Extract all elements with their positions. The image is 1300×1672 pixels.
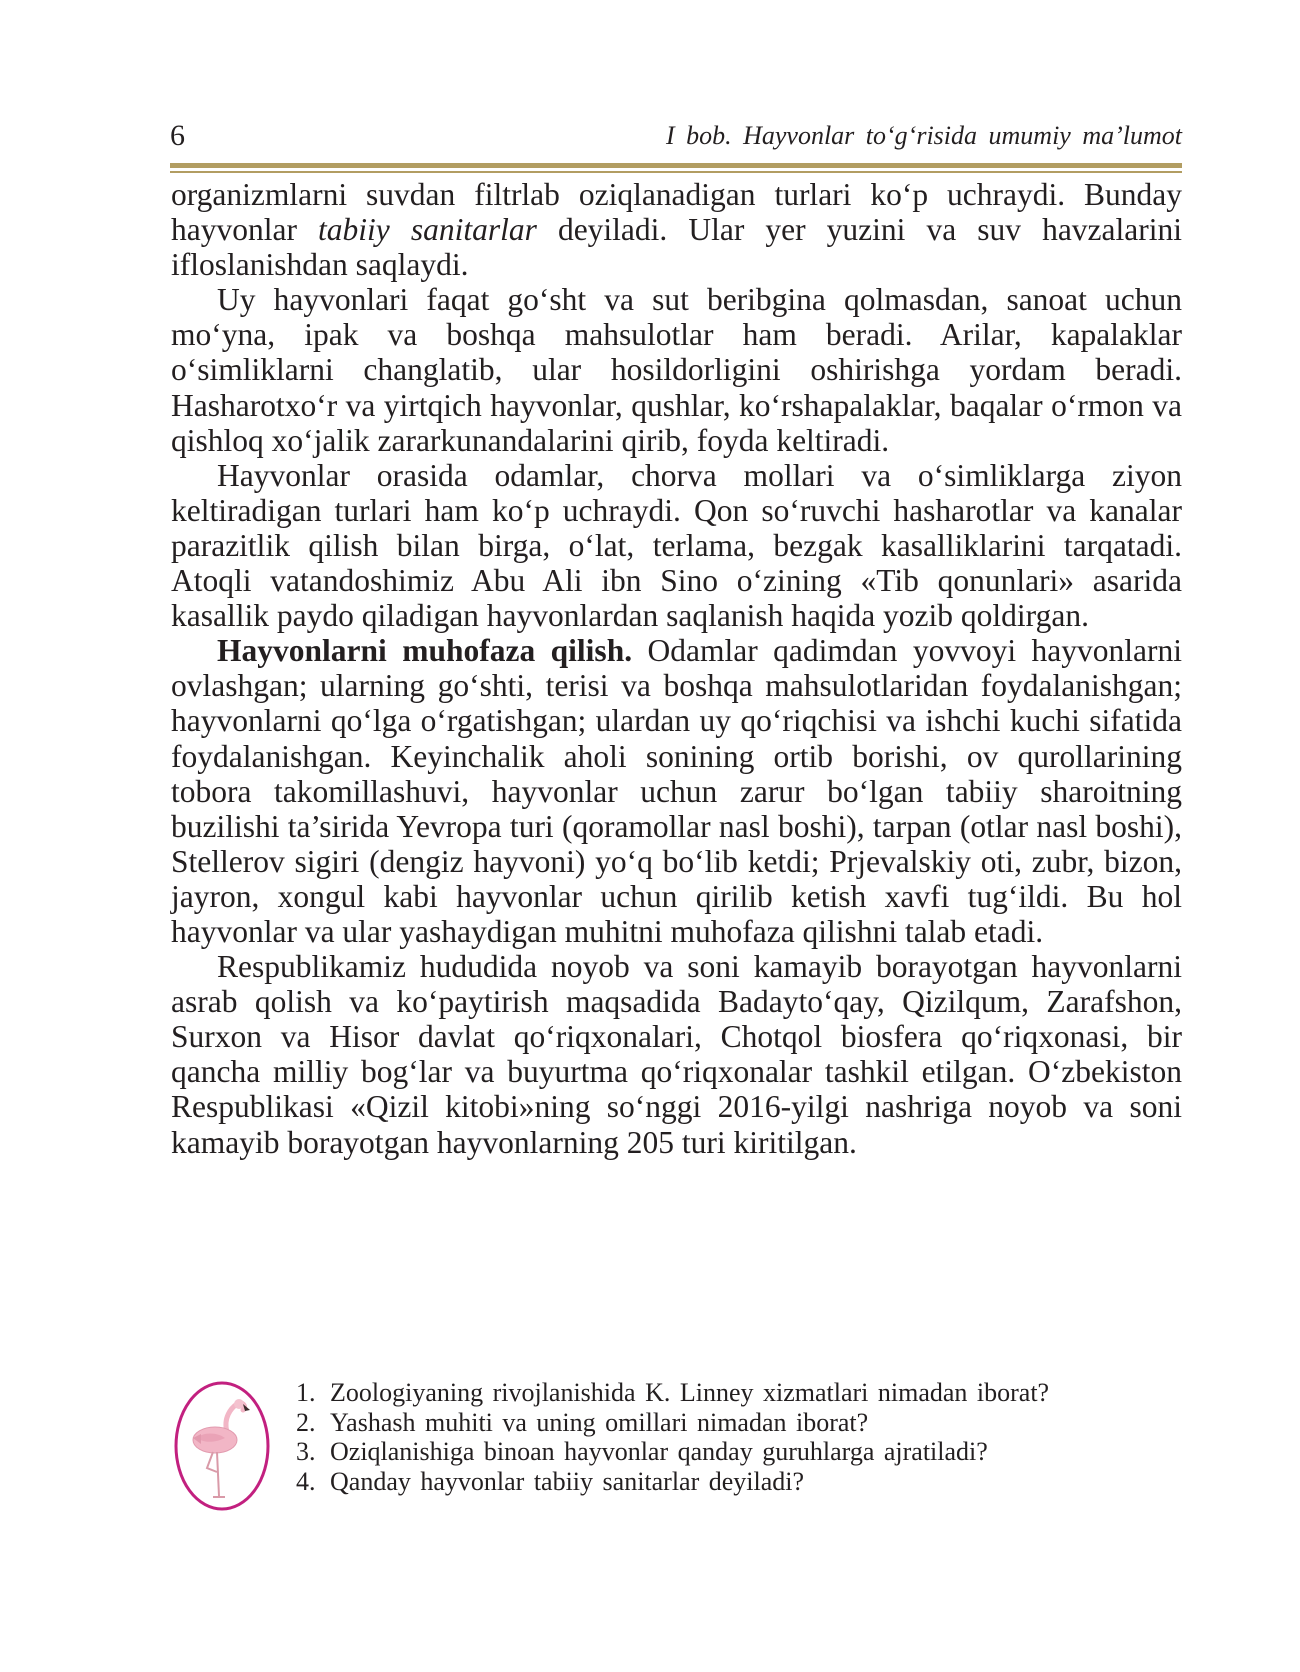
body-text <box>171 177 1182 1160</box>
paragraph-2: Uy hayvonlari faqat go‘sht va sut beribgina qolmasdan, sanoat uchun mo‘yna, ipak va boshqa mahsulotlar ham beradi. Arilar, kapalaklar o‘simliklarni changlatib, ular hosildorligini oshirishga yordam beradi. Hasharotxo‘r va yirtqich hayvonlar, qushlar, ko‘rshapalaklar, baqalar o‘rmon va qishloq xo‘jalik zararkunandalarini qirib, foyda keltiradi. <box>171 282 1182 458</box>
header-rule-thin <box>170 171 1182 173</box>
question-item: 1. Zoologiyaning rivojlanishida K. Linney xizmatlari nimadan iborat? <box>296 1378 1050 1407</box>
page-number: 6 <box>170 119 185 152</box>
emphasis-term: tabiiy sanitarlar <box>318 212 537 248</box>
question-item: 2. Yashash muhiti va uning omillari nimadan iborat? <box>296 1407 869 1437</box>
paragraph-4: Hayvonlarni muhofaza qilish. Odamlar qadimdan yovvoyi hayvonlarni ovlashgan; ularning go‘shti, terisi va boshqa mahsulotlaridan foydalanishgan; hayvonlarni qo‘lga o‘rgatishgan; ulardan uy qo‘riqchisi va ishchi kuchi sifatida foydalanishgan. Keyinchalik aholi sonining ortib borishi, ov qurollarining tobora takomillashuvi, hayvonlar uchun zarur bo‘lgan tabiiy sharoitning buzilishi ta’sirida Yevropa turi (qoramollar nasl boshi), tarpan (otlar nasl boshi), Stellerov sigiri (dengiz hayvoni) yo‘q bo‘lib ketdi; Prjevalskiy oti, zubr, bizon, jayron, xongul kabi hayvonlar uchun qirilib ketish xavfi tug‘ildi. Bu hol hayvonlar va ular yashaydigan muhitni muhofaza qilishni talab etadi. <box>171 633 1182 949</box>
running-head: I bob. Hayvonlar to‘g‘risida umumiy ma’lumot <box>665 121 1182 150</box>
paragraph-1: organizmlarni suvdan filtrlab oziqlanadigan turlari ko‘p uchraydi. Bunday hayvonlar tabiiy sanitarlar deyiladi. Ular yer yuzini va suv havzalarini ifloslanishdan saqlaydi. <box>171 177 1182 283</box>
section-heading: Hayvonlarni muhofaza qilish. <box>217 633 633 669</box>
header-rule-thick <box>170 163 1182 168</box>
question-item: 4. Qanday hayvonlar tabiiy sanitarlar deyiladi? <box>296 1466 805 1496</box>
review-questions <box>296 1378 1176 1496</box>
question-item: 3. Oziqlanishiga binoan hayvonlar qanday guruhlarga ajratiladi? <box>296 1437 988 1466</box>
paragraph-5: Respublikamiz hududida noyob va soni kamayib borayotgan hayvonlarni asrab qolish va ko‘paytirish maqsadida Badayto‘qay, Qizilqum, Zarafshon, Surxon va Hisor davlat qo‘riqxonalari, Chotqol biosfera qo‘riqxonasi, bir qancha milliy bog‘lar va buyurtma qo‘riqxonalar tashkil etilgan. O‘zbekiston Respublikasi «Qizil kitobi»ning so‘nggi 2016-yilgi nashriga noyob va soni kamayib borayotgan hayvonlarning 205 turi kiritilgan. <box>171 949 1182 1160</box>
paragraph-3: Hayvonlar orasida odamlar, chorva mollari va o‘simliklarga ziyon keltiradigan turlari ham ko‘p uchraydi. Qon so‘ruvchi hasharotlar va kanalar parazitlik qilish bilan birga, o‘lat, terlama, bezgak kasalliklarini tarqatadi. Atoqli vatandoshimiz Abu Ali ibn Sino o‘zining «Tib qonunlari» asarida kasallik paydo qiladigan hayvonlardan saqlanish haqida yozib qoldirgan. <box>171 457 1182 634</box>
flamingo-icon <box>173 1380 271 1512</box>
